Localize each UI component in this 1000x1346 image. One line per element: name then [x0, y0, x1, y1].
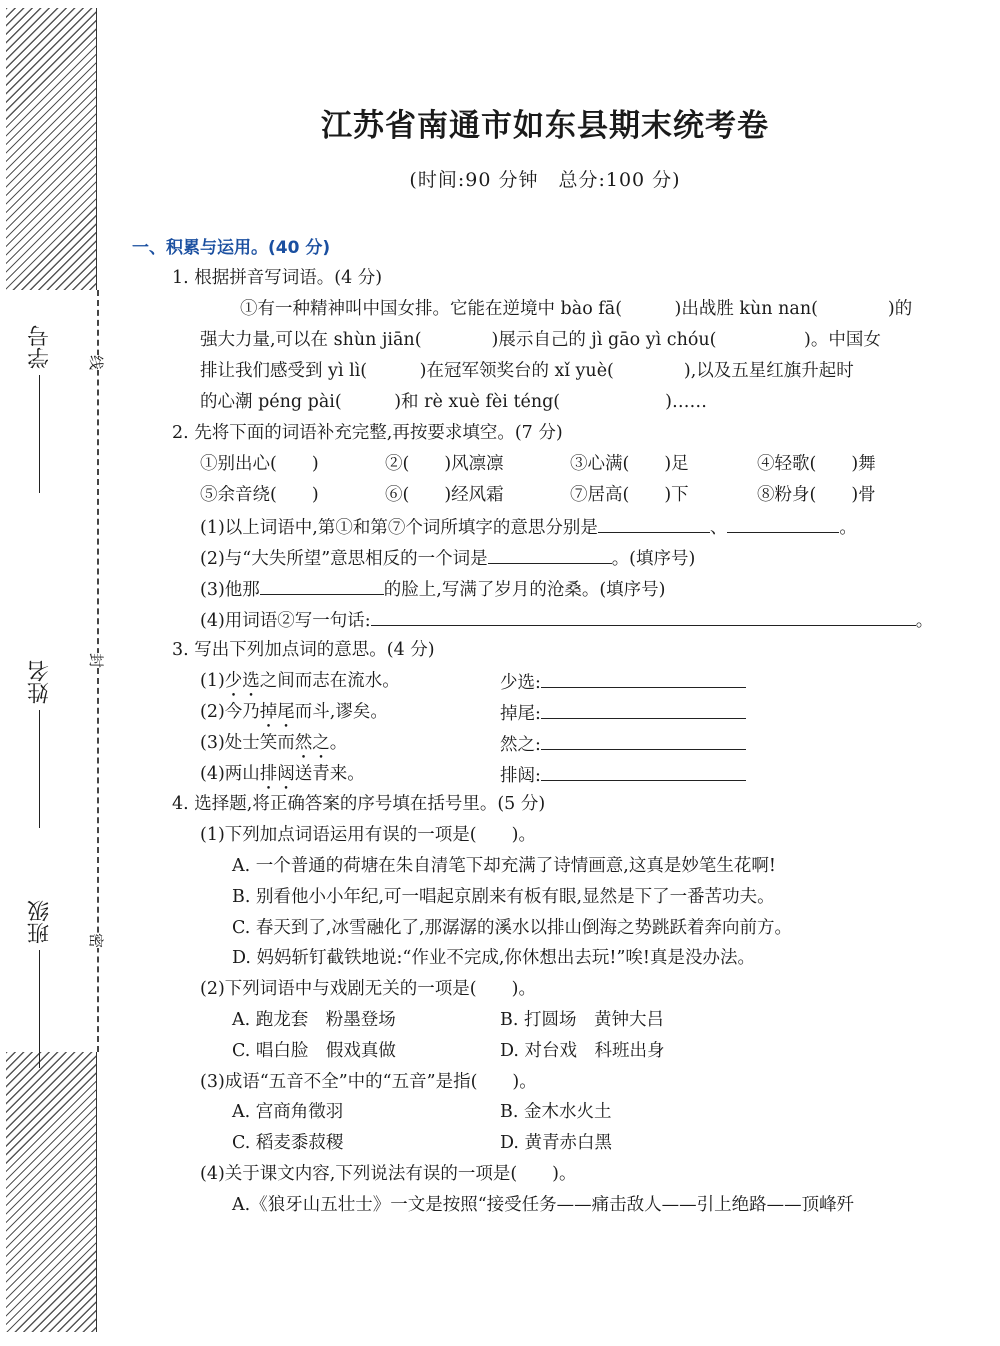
q4-part1-option-a: A. 一个普通的荷塘在朱自清笔下却充满了诗情画意,这真是妙笔生花啊! [232, 856, 776, 876]
q1-line-2: 强大力量,可以在 shùn jiān( )展示自己的 jì gāo yì chóu( )。中国女 [200, 330, 881, 350]
student-number-label: 学号 [27, 325, 53, 369]
q2-sub1-end: 。 [839, 518, 857, 538]
seal-mark-seal: 封 [84, 653, 109, 668]
q2-sub4-end: 。 [915, 611, 934, 631]
q2-sub1-sep: 、 [709, 518, 728, 538]
student-number-blank[interactable] [40, 375, 41, 493]
q3-word-3: 然之: [500, 735, 541, 755]
q4-part1-option-b: B. 别看他小小年纪,可一唱起京剧来有板有眼,显然是下了一番苦功夫。 [232, 887, 775, 907]
page-title: 江苏省南通市如东县期末统考卷 [321, 108, 769, 144]
q2-sub2 [200, 545, 695, 571]
q3-blank-2[interactable] [541, 700, 746, 719]
q1-line-3: 排让我们感受到 yì lì( )在冠军领奖台的 xǐ yuè( ),以及五星红旗升起时 [200, 361, 854, 381]
name-field[interactable] [20, 660, 60, 834]
q2-sub2-blank[interactable] [488, 545, 612, 564]
q2-word-5: ⑤余音绕( ) [200, 485, 319, 505]
q2-sub4-blank[interactable] [371, 607, 916, 626]
hatch-bottom [6, 1052, 97, 1332]
q4-part1-option-d: D. 妈妈斩钉截铁地说:“作业不完成,你休想出去玩!”唉!真是没办法。 [232, 948, 755, 968]
q4-part2-option-b: B. 打圆场 黄钟大吕 [500, 1010, 664, 1030]
q2-sub3 [200, 576, 666, 602]
q2-word-1: ①别出心( ) [200, 454, 319, 474]
q3-word-1: 少选: [500, 673, 541, 693]
q2-word-3: ③心满( )足 [570, 454, 689, 474]
q4-part2: (2)下列词语中与戏剧无关的一项是( )。 [200, 979, 536, 999]
q2-word-7: ⑦居高( )下 [570, 485, 689, 505]
q3-answer-3 [500, 731, 746, 757]
q2-sub1-text: (1)以上词语中,第①和第⑦个词所填字的意思分别是 [200, 518, 598, 538]
q2-sub2-end: 。(填序号) [611, 549, 696, 569]
q2-word-8: ⑧粉身( )骨 [757, 485, 876, 505]
q3-answer-4 [500, 762, 746, 788]
q3-answer-1 [500, 669, 746, 695]
q4-part2-option-a: A. 跑龙套 粉墨登场 [232, 1010, 396, 1030]
hatch-top [6, 8, 97, 290]
q4-part3-option-c: C. 稻麦黍菽稷 [232, 1133, 344, 1153]
q1-line-4: 的心潮 péng pài( )和 rè xuè fèi téng( )…… [200, 392, 707, 412]
q3-sentence-2: (2)今乃掉尾而斗,谬矣。 [200, 702, 388, 722]
seal-mark-close: 密 [84, 933, 109, 948]
q2-word-2: ②( )风凛凛 [385, 454, 504, 474]
q2-word-6: ⑥( )经风霜 [385, 485, 504, 505]
q4-part1-option-c: C. 春天到了,冰雪融化了,那潺潺的溪水以排山倒海之势跳跃着奔向前方。 [232, 918, 793, 938]
q3-answer-2 [500, 700, 746, 726]
class-label: 班级 [27, 900, 53, 944]
q3-title: 3. 写出下列加点词的意思。(4 分) [172, 640, 435, 660]
q4-title: 4. 选择题,将正确答案的序号填在括号里。(5 分) [172, 794, 546, 814]
q3-sentence-1: (1)少选之间而志在流水。 [200, 671, 400, 691]
page-subtitle: (时间:90 分钟 总分:100 分) [409, 169, 681, 191]
q3-word-2: 掉尾: [500, 704, 541, 724]
q4-part3-option-b: B. 金木水火土 [500, 1102, 612, 1122]
q3-word-4: 排闼: [500, 766, 541, 786]
q3-blank-4[interactable] [541, 762, 746, 781]
q3-sentence-3: (3)处士笑而然之。 [200, 733, 348, 753]
q4-part2-option-c: C. 唱白脸 假戏真做 [232, 1041, 396, 1061]
q4-part4-option-a: A.《狼牙山五壮士》一文是按照“接受任务——痛击敌人——引上绝路——顶峰歼 [232, 1195, 855, 1215]
q3-blank-1[interactable] [541, 669, 746, 688]
q1-line-1: ①有一种精神叫中国女排。它能在逆境中 bào fā( )出战胜 kùn nan( )的 [240, 299, 913, 319]
q4-part2-option-d: D. 对台戏 科班出身 [500, 1041, 665, 1061]
q2-sub1-blank-b[interactable] [727, 514, 839, 533]
class-blank[interactable] [40, 950, 41, 1068]
q2-sub1-blank-a[interactable] [598, 514, 710, 533]
q3-blank-3[interactable] [541, 731, 746, 750]
name-blank[interactable] [40, 710, 41, 828]
section-heading: 一、积累与运用。(40 分) [132, 238, 331, 258]
q4-part4: (4)关于课文内容,下列说法有误的一项是( )。 [200, 1164, 577, 1184]
q2-word-4: ④轻歌( )舞 [757, 454, 876, 474]
q2-sub4 [200, 607, 933, 633]
q3-sentence-4: (4)两山排闼送青来。 [200, 764, 365, 784]
class-field[interactable] [20, 900, 60, 1074]
q2-sub3-blank[interactable] [260, 576, 384, 595]
q2-sub4-text: (4)用词语②写一句话: [200, 611, 371, 631]
q1-title: 1. 根据拼音写词语。(4 分) [172, 268, 383, 288]
q2-sub3-text: (3)他那 [200, 580, 260, 600]
seal-mark-line: 线 [84, 355, 109, 370]
q2-sub3-end: 的脸上,写满了岁月的沧桑。(填序号) [383, 580, 666, 600]
q4-part3-option-d: D. 黄青赤白黑 [500, 1133, 613, 1153]
q4-part3: (3)成语“五音不全”中的“五音”是指( )。 [200, 1072, 537, 1092]
q4-part3-option-a: A. 宫商角徵羽 [232, 1102, 344, 1122]
q4-part1: (1)下列加点词语运用有误的一项是( )。 [200, 825, 536, 845]
student-number-field[interactable] [20, 325, 60, 499]
q2-sub2-text: (2)与“大失所望”意思相反的一个词是 [200, 549, 488, 569]
q2-sub1 [200, 514, 857, 540]
q2-title: 2. 先将下面的词语补充完整,再按要求填空。(7 分) [172, 423, 563, 443]
name-label: 姓名 [27, 660, 53, 704]
binding-margin [0, 0, 106, 1346]
